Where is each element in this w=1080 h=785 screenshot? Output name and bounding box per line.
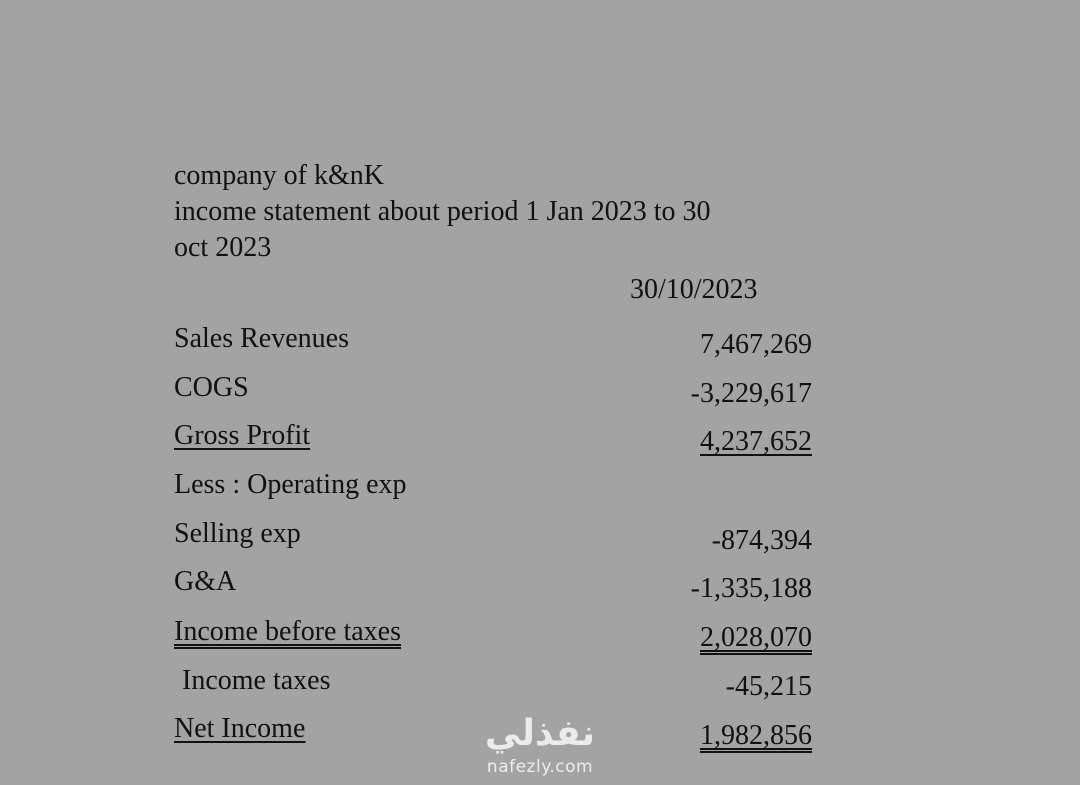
row-value-income-before-taxes: 2,028,070 bbox=[700, 622, 812, 653]
row-value-cogs: -3,229,617 bbox=[690, 378, 812, 409]
row-label-g-and-a: G&A bbox=[174, 566, 237, 597]
watermark-arabic-text: نفذلي bbox=[484, 713, 596, 754]
row-label-sales-revenues: Sales Revenues bbox=[174, 323, 349, 354]
row-value-income-taxes: -45,215 bbox=[725, 671, 812, 702]
row-value-gross-profit: 4,237,652 bbox=[700, 426, 812, 457]
row-label-net-income: Net Income bbox=[174, 713, 306, 744]
row-label-income-taxes: Income taxes bbox=[182, 665, 331, 696]
company-name: company of k&nK bbox=[174, 160, 384, 191]
row-label-operating-exp: Less : Operating exp bbox=[174, 469, 407, 500]
row-label-selling-exp: Selling exp bbox=[174, 518, 301, 549]
statement-title-line-1: income statement about period 1 Jan 2023 to 30 bbox=[174, 196, 711, 227]
watermark-logo bbox=[470, 712, 610, 782]
row-value-net-income: 1,982,856 bbox=[700, 720, 812, 751]
row-value-g-and-a: -1,335,188 bbox=[690, 573, 812, 604]
column-date: 30/10/2023 bbox=[630, 274, 758, 305]
watermark-domain-text: nafezly.com bbox=[486, 757, 594, 777]
row-label-gross-profit: Gross Profit bbox=[174, 420, 311, 451]
row-label-cogs: COGS bbox=[174, 372, 249, 403]
row-value-selling-exp: -874,394 bbox=[711, 525, 812, 556]
statement-title-line-2: oct 2023 bbox=[174, 232, 272, 263]
row-value-sales-revenues: 7,467,269 bbox=[700, 329, 812, 360]
row-label-income-before-taxes: Income before taxes bbox=[174, 616, 401, 647]
